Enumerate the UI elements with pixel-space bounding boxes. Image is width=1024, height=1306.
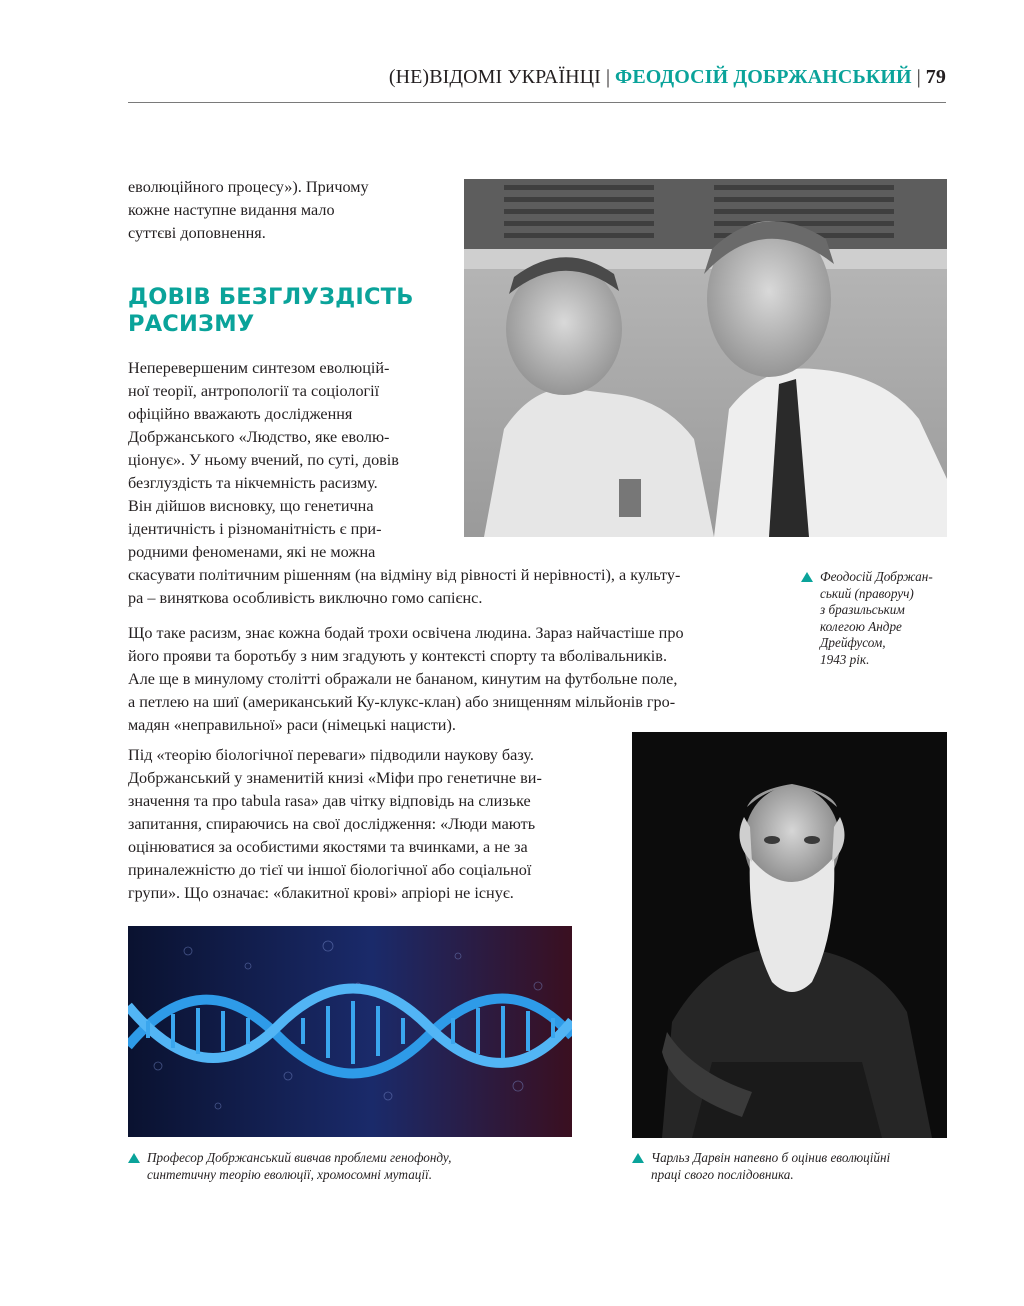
paragraph-biological-superiority bbox=[128, 744, 542, 905]
caption-line: Дрейфусом, bbox=[820, 635, 886, 650]
intro-paragraph bbox=[128, 176, 369, 245]
text-line: оцінюватися за особистими якостями та вчинками, а не за bbox=[128, 838, 528, 856]
section-heading bbox=[128, 284, 414, 338]
photo-charles-darwin bbox=[632, 732, 947, 1138]
text-line: ної теорії, антропології та соціології bbox=[128, 382, 380, 400]
photo-dna-helix bbox=[128, 926, 572, 1137]
text-line: мадян «неправильної» раси (німецькі нацисти). bbox=[128, 716, 456, 734]
text-line: суттєві доповнення. bbox=[128, 224, 266, 242]
triangle-up-icon bbox=[632, 1153, 644, 1163]
text-line: безглуздість та нікчемність расизму. bbox=[128, 474, 378, 492]
text-line: значення та про tabula rasa» дав чітку відповідь на слизьке bbox=[128, 792, 531, 810]
text-line: скасувати політичним рішенням (на відміну від рівності й нерівності), а культу- bbox=[128, 566, 681, 584]
text-line: його прояви та боротьбу з ним згадують у контексті спорту та вболівальників. bbox=[128, 647, 667, 665]
photo-dobzhansky-and-dreyfus bbox=[464, 179, 947, 537]
text-line: Що таке расизм, знає кожна бодай трохи освічена людина. Зараз найчастіше про bbox=[128, 624, 684, 642]
triangle-up-icon bbox=[801, 572, 813, 582]
header-rule bbox=[128, 102, 946, 103]
triangle-up-icon bbox=[128, 1153, 140, 1163]
page-number: 79 bbox=[925, 66, 946, 88]
text-line: офіційно вважають дослідження bbox=[128, 405, 353, 423]
text-line: ра – виняткова особливість виключно гомо сапієнс. bbox=[128, 589, 483, 607]
text-line: групи». Що означає: «блакитної крові» апріорі не існує. bbox=[128, 884, 514, 902]
caption-line: Професор Добржанський вивчав проблеми генофонду, bbox=[147, 1150, 452, 1165]
caption-line: з бразильським bbox=[820, 602, 905, 617]
text-line: Неперевершеним синтезом еволюцій- bbox=[128, 359, 390, 377]
text-line: кожне наступне видання мало bbox=[128, 201, 335, 219]
caption-line: праці свого послідовника. bbox=[651, 1166, 794, 1182]
text-line: Він дійшов висновку, що генетична bbox=[128, 497, 374, 515]
text-line: запитання, спираючись на свої дослідження: «Люди мають bbox=[128, 815, 536, 833]
text-line: Під «теорію біологічної переваги» підводили наукову базу. bbox=[128, 746, 534, 764]
caption-photo-dna bbox=[147, 1150, 451, 1183]
header-section: (НЕ)ВІДОМІ УКРАЇНЦІ bbox=[388, 66, 601, 88]
text-line: а петлею на шиї (американський Ку-клукс-клан) або знищенням мільйонів гро- bbox=[128, 693, 676, 711]
text-line: ідентичність і різноманітність є при- bbox=[128, 520, 382, 538]
caption-line: колегою Андре bbox=[820, 618, 902, 634]
text-line: приналежністю до тієї чи іншої біологічної або соціальної bbox=[128, 861, 532, 879]
caption-line: ський (праворуч) bbox=[820, 585, 914, 601]
running-header bbox=[389, 66, 946, 89]
text-line: Добржанський у знаменитій книзі «Міфи про генетичне ви- bbox=[128, 769, 542, 787]
text-line: Добржанського «Людство, яке еволю- bbox=[128, 428, 390, 446]
caption-line: синтетичну теорію еволюції, хромосомні мутації. bbox=[147, 1166, 433, 1182]
header-name: ФЕОДОСІЙ ДОБРЖАНСЬКИЙ bbox=[615, 66, 912, 88]
caption-line: Чарльз Дарвін напевно б оцінив еволюційні bbox=[651, 1150, 891, 1165]
caption-line: Феодосій Добржан- bbox=[820, 569, 933, 584]
paragraph-racism-history bbox=[128, 622, 684, 737]
text-line: родними феноменами, які не можна bbox=[128, 543, 376, 561]
caption-line: 1943 рік. bbox=[820, 651, 870, 667]
header-separator: | bbox=[916, 66, 921, 88]
caption-photo-dobzhansky bbox=[820, 569, 933, 668]
text-line: Але ще в минулому столітті ображали не бананом, кинутим на футбольне поле, bbox=[128, 670, 678, 688]
caption-photo-darwin bbox=[651, 1150, 890, 1183]
header-separator: | bbox=[605, 66, 611, 88]
text-line: еволюційного процесу»). Причому bbox=[128, 178, 369, 196]
heading-line: РАСИЗМУ bbox=[128, 311, 255, 337]
heading-line: ДОВІВ БЕЗГЛУЗДІСТЬ bbox=[128, 284, 414, 310]
text-line: ціонує». У ньому вчений, по суті, довів bbox=[128, 451, 399, 469]
